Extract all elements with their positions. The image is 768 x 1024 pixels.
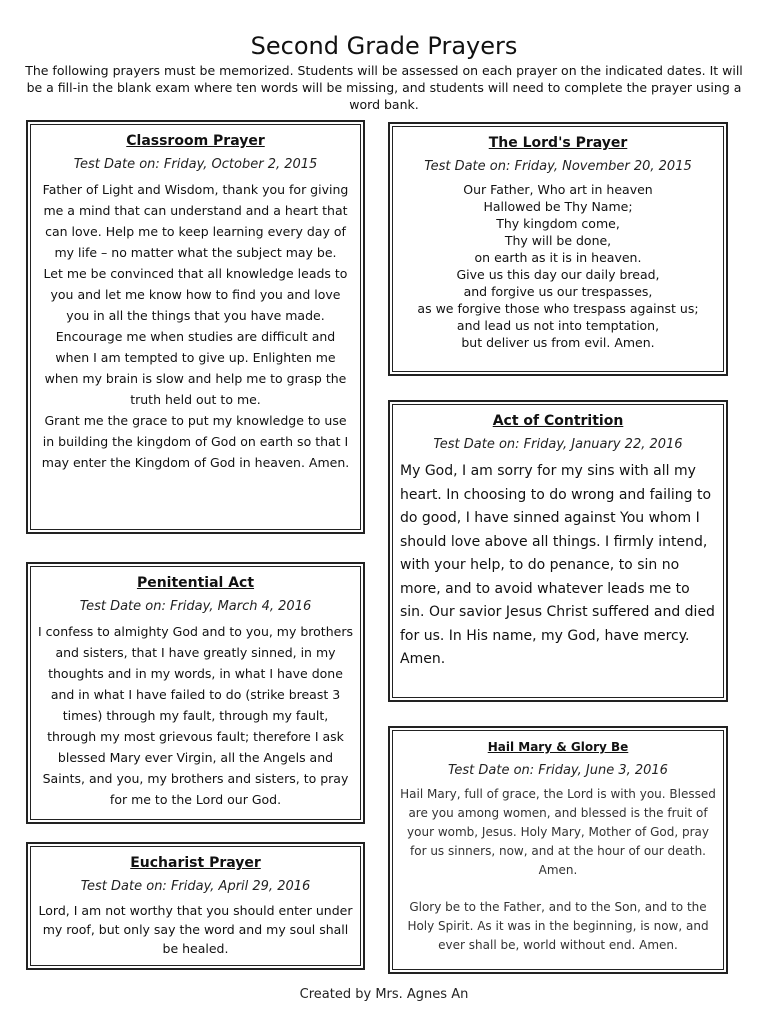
classroom-prayer-box — [26, 120, 365, 534]
act-of-contrition-text: My God, I am sorry for my sins with all my heart. In choosing to do wrong and failing to do good, I have sinned against You whom I should love above all things. I firmly intend, with your help, to do penance, to sin no more, and to avoid whatever leads me to sin. Our savior Jesus Christ suffered and died for us. In His name, my God, have mercy. Amen. — [400, 463, 715, 667]
page-title: Second Grade Prayers — [250, 32, 518, 60]
lords-prayer-box — [388, 122, 728, 376]
classroom-prayer-title: Classroom Prayer — [126, 133, 265, 149]
hail-mary-glory-be-title: Hail Mary & Glory Be — [487, 740, 629, 754]
eucharist-prayer-box — [26, 842, 365, 970]
lords-prayer-line: Our Father, Who art in heaven — [463, 182, 653, 197]
penitential-act-test-date: Test Date on: Friday, March 4, 2016 — [79, 599, 312, 614]
penitential-act-box — [26, 562, 365, 824]
classroom-prayer-paragraph: Let me be convinced that all knowledge leads to you and let me know how to find you and love you in all the things that you have made. Encourage me when studies are difficult and when I am tempted to give up. Enlighten me when my brain is slow and help me to grasp the truth held out to me. — [43, 266, 348, 407]
lords-prayer-test-date: Test Date on: Friday, November 20, 2015 — [424, 159, 692, 174]
intro-text: The following prayers must be memorized. Students will be assessed on each prayer on the indicated dates. It will be a fill-in the blank exam where ten words will be missing, and students will need to complete the prayer using a word bank. — [25, 63, 743, 112]
lords-prayer-line: Give us this day our daily bread, — [456, 267, 660, 282]
lords-prayer-line: and lead us not into temptation, — [456, 318, 660, 333]
classroom-prayer-paragraph: Father of Light and Wisdom, thank you for giving me a mind that can understand and a heart that can love. Help me to keep learning every day of my life – no matter what the subject may be. — [42, 182, 349, 260]
penitential-act-title: Penitential Act — [136, 575, 255, 591]
lords-prayer-line: and forgive us our trespasses, — [463, 284, 653, 299]
classroom-prayer-text — [38, 179, 353, 473]
lords-prayer-text — [400, 181, 716, 351]
lords-prayer-title: The Lord's Prayer — [488, 135, 628, 151]
lords-prayer-line: but deliver us from evil. Amen. — [461, 335, 655, 350]
glory-be-text: Glory be to the Father, and to the Son, and to the Holy Spirit. As it was in the beginning, is now, and ever shall be, world without end. Amen. — [407, 900, 709, 952]
penitential-act-text: I confess to almighty God and to you, my brothers and sisters, that I have greatly sinned, in my thoughts and in my words, in what I have done and in what I have failed to do (strike breast 3 times) through my fault, through my fault, through my most grievous fault; therefore I ask blessed Mary ever Virgin, all the Angels and Saints, and you, my brothers and sisters, to pray for me to the Lord our God. — [38, 624, 353, 807]
lords-prayer-line: Thy will be done, — [504, 233, 612, 248]
hail-mary-glory-be-box — [388, 726, 728, 974]
eucharist-prayer-test-date: Test Date on: Friday, April 29, 2016 — [80, 879, 311, 894]
paragraph-spacer — [400, 880, 716, 898]
eucharist-prayer-text: Lord, I am not worthy that you should enter under my roof, but only say the word and my soul shall be healed. — [38, 903, 353, 956]
hail-mary-glory-be-test-date: Test Date on: Friday, June 3, 2016 — [448, 763, 668, 778]
classroom-prayer-paragraph: Grant me the grace to put my knowledge to use in building the kingdom of God on earth so that I may enter the Kingdom of God in heaven. Amen. — [41, 413, 350, 470]
hail-mary-text: Hail Mary, full of grace, the Lord is with you. Blessed are you among women, and blessed is the fruit of your womb, Jesus. Holy Mary, Mother of God, pray for us sinners, now, and at the hour of our death. Amen. — [400, 787, 716, 877]
act-of-contrition-box — [388, 400, 728, 702]
hail-mary-glory-be-text — [400, 785, 716, 955]
lords-prayer-line: Thy kingdom come, — [496, 216, 620, 231]
lords-prayer-line: Hallowed be Thy Name; — [483, 199, 633, 214]
lords-prayer-line: as we forgive those who trespass against us; — [417, 301, 699, 316]
eucharist-prayer-title: Eucharist Prayer — [130, 855, 261, 871]
act-of-contrition-test-date: Test Date on: Friday, January 22, 2016 — [433, 437, 683, 452]
footer-credit: Created by Mrs. Agnes An — [299, 987, 469, 1002]
act-of-contrition-title: Act of Contrition — [492, 413, 624, 429]
lords-prayer-line: on earth as it is in heaven. — [474, 250, 642, 265]
classroom-prayer-test-date: Test Date on: Friday, October 2, 2015 — [73, 157, 318, 172]
